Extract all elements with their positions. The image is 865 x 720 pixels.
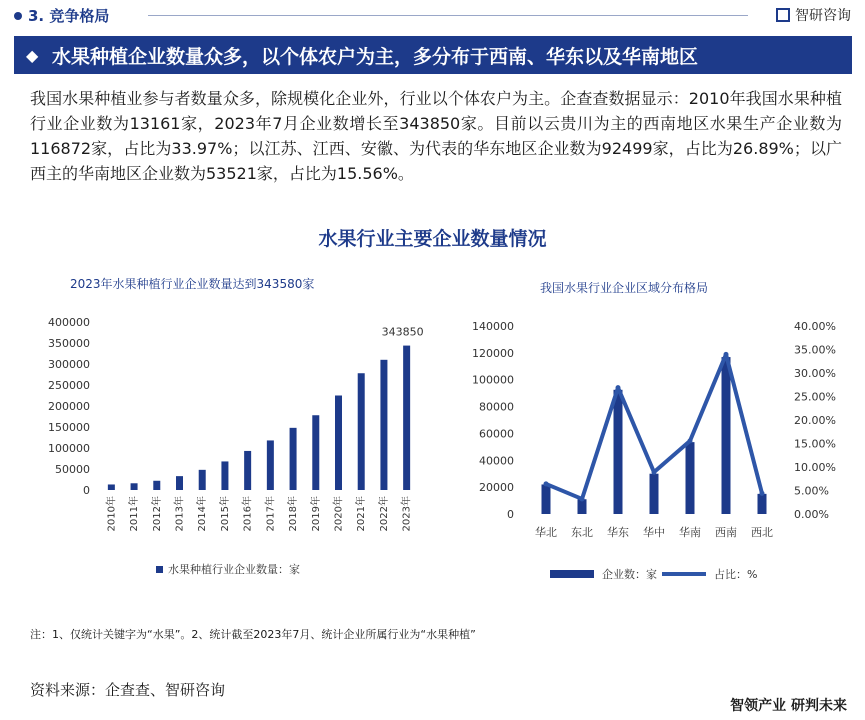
y-right-tick-label: 25.00%	[794, 390, 836, 404]
bar	[131, 483, 138, 490]
legend-swatch	[156, 566, 163, 573]
line-point	[616, 385, 621, 390]
x-tick-label: 2021年	[356, 496, 368, 532]
y-right-tick-label: 5.00%	[794, 484, 829, 498]
bar	[153, 481, 160, 490]
x-tick-label: 2018年	[288, 496, 300, 532]
x-tick-label: 2023年	[401, 496, 413, 532]
bar	[176, 476, 183, 490]
x-tick-label: 华南	[679, 526, 701, 539]
data-label: 343850	[381, 325, 424, 339]
bar	[542, 484, 551, 514]
bar	[108, 484, 115, 490]
y-right-tick-label: 15.00%	[794, 437, 836, 451]
x-tick-label: 2016年	[242, 496, 254, 532]
line-point	[544, 481, 549, 486]
x-tick-label: 2015年	[219, 496, 231, 532]
y-left-tick-label: 100000	[472, 373, 514, 387]
y-tick-label: 300000	[48, 358, 90, 371]
y-tick-label: 250000	[48, 379, 90, 392]
x-tick-label: 2011年	[129, 496, 141, 532]
chart-title: 2023年水果种植行业企业数量达到343580家	[70, 277, 315, 291]
diamond-bullet-icon: ◆	[26, 45, 39, 65]
x-tick-label: 西南	[715, 526, 737, 539]
x-tick-label: 2019年	[310, 496, 322, 532]
x-tick-label: 2017年	[265, 496, 277, 532]
bar	[244, 451, 251, 490]
regional-distribution-chart	[440, 270, 860, 600]
y-right-tick-label: 0.00%	[794, 508, 829, 521]
bar	[199, 470, 206, 490]
y-tick-label: 50000	[55, 463, 90, 476]
bar	[221, 461, 228, 490]
section-divider	[148, 15, 748, 16]
intro-paragraph: 我国水果种植业参与者数量众多，除规模化企业外，行业以个体农户为主。企查查数据显示：2010年我国水果种植行业企业数为13161家，2023年7月企业数增长至343850家。目前以云贵川为主的西南地区水果生产企业数为116872家，占比为33.97%；以江苏、江西、安徽、为代表的华东地区企业数为92499家，占比为26.89%；以广西主的华南地区企业数为53521家，占比为15.56%。	[30, 89, 842, 183]
bar	[403, 346, 410, 490]
legend-label-line: 占比：%	[714, 568, 758, 581]
y-right-tick-label: 35.00%	[794, 343, 836, 357]
y-left-tick-label: 0	[507, 508, 514, 521]
zhiyan-logo-icon	[776, 8, 790, 22]
bar	[650, 474, 659, 514]
y-tick-label: 150000	[48, 421, 90, 434]
y-right-tick-label: 30.00%	[794, 367, 836, 380]
line-point	[652, 470, 657, 475]
x-tick-label: 西北	[751, 526, 773, 539]
chart-title: 我国水果行业企业区域分布格局	[540, 281, 709, 295]
footnote: 注：1、仅统计关键字为“水果”。2、统计截至2023年7月、统计企业所属行业为“水果种植”	[30, 628, 476, 641]
x-tick-label: 东北	[571, 526, 593, 539]
brand-name: 智研咨询	[795, 8, 851, 24]
x-tick-label: 华北	[535, 526, 557, 539]
headline-banner	[14, 36, 852, 74]
y-left-tick-label: 60000	[479, 427, 514, 441]
section-bullet-icon	[14, 12, 22, 20]
x-tick-label: 2012年	[151, 496, 163, 532]
x-tick-label: 2014年	[197, 496, 209, 532]
x-tick-label: 2013年	[174, 496, 186, 532]
bar	[312, 415, 319, 490]
bar	[686, 442, 695, 514]
y-left-tick-label: 80000	[479, 400, 514, 414]
legend-swatch-bar	[550, 570, 594, 578]
y-tick-label: 200000	[48, 400, 90, 413]
section-title: 3. 竞争格局	[28, 7, 110, 25]
y-tick-label: 350000	[48, 337, 90, 350]
y-tick-label: 100000	[48, 442, 90, 455]
bar	[722, 357, 731, 514]
x-tick-label: 2010年	[106, 496, 118, 532]
brand-header	[776, 5, 851, 25]
y-tick-label: 400000	[48, 316, 90, 329]
y-left-tick-label: 20000	[479, 481, 514, 495]
line-point	[580, 496, 585, 501]
x-tick-label: 华东	[607, 526, 629, 539]
bar	[335, 396, 342, 491]
charts-title: 水果行业主要企业数量情况	[318, 228, 547, 250]
bar	[380, 360, 387, 490]
enterprise-count-bar-chart	[0, 270, 440, 600]
data-source: 资料来源：企查查、智研咨询	[30, 681, 226, 699]
legend-label: 水果种植行业企业数量：家	[168, 563, 300, 576]
bar	[758, 494, 767, 514]
x-tick-label: 华中	[643, 526, 665, 539]
x-tick-label: 2020年	[333, 496, 345, 532]
line-point	[688, 438, 693, 443]
x-tick-label: 2022年	[378, 496, 390, 532]
bar	[290, 428, 297, 490]
y-right-tick-label: 20.00%	[794, 414, 836, 427]
bar	[614, 390, 623, 514]
legend-label-bar: 企业数：家	[602, 568, 657, 581]
line-point	[724, 352, 729, 357]
y-right-tick-label: 10.00%	[794, 461, 836, 474]
y-left-tick-label: 140000	[472, 320, 514, 333]
brand-slogan: 智领产业 研判未来	[730, 698, 847, 714]
headline-text: 水果种植企业数量众多，以个体农户为主，多分布于西南、华东以及华南地区	[52, 45, 699, 68]
bar	[267, 440, 274, 490]
y-left-tick-label: 120000	[472, 346, 514, 360]
y-tick-label: 0	[83, 484, 90, 497]
bar	[358, 373, 365, 490]
y-left-tick-label: 40000	[479, 454, 514, 468]
y-right-tick-label: 40.00%	[794, 320, 836, 333]
line-point	[760, 491, 765, 496]
